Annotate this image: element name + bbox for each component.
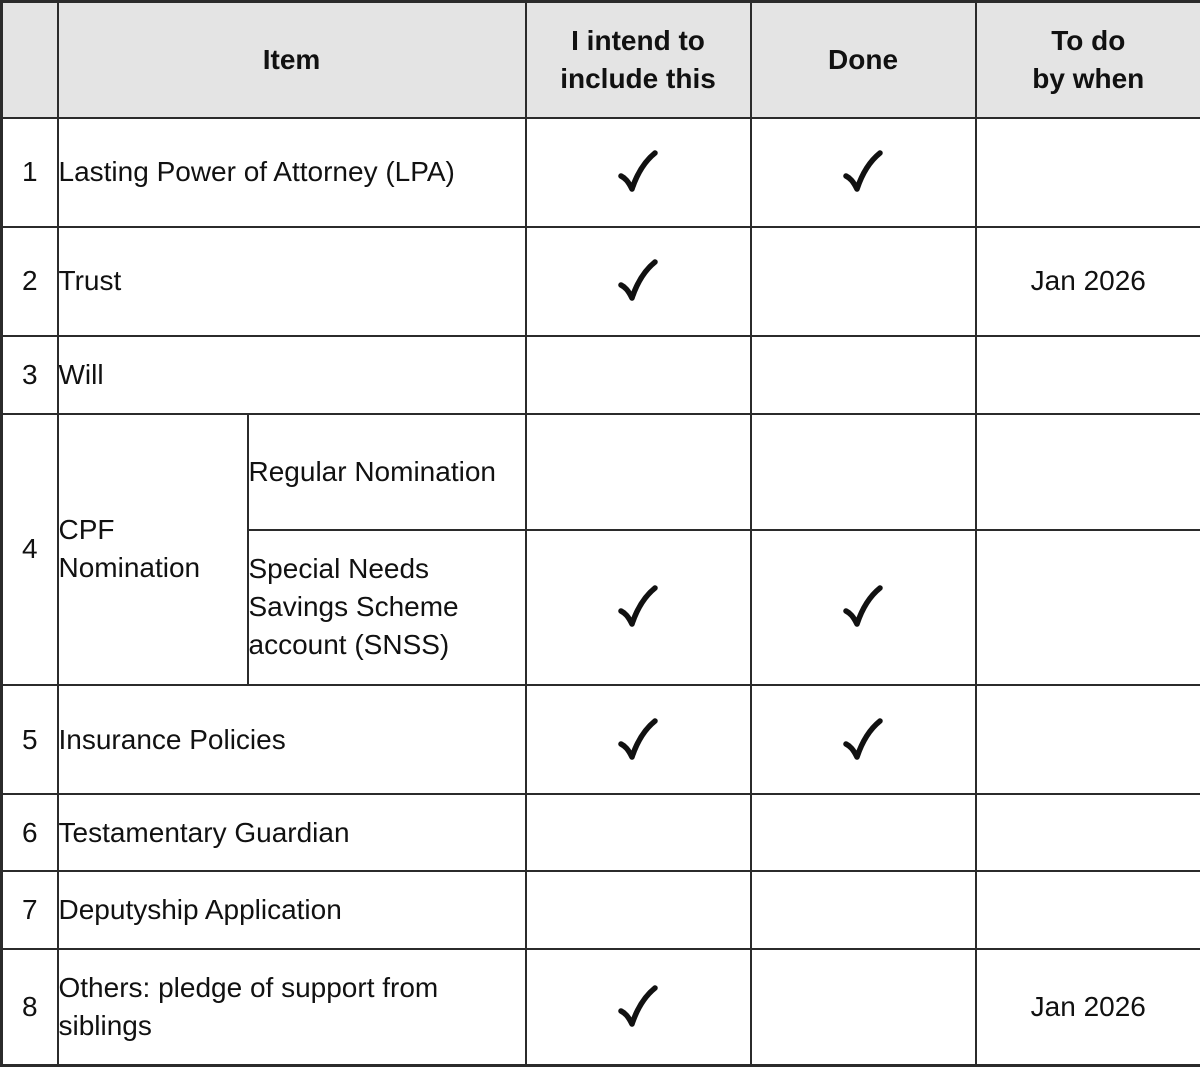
header-todo-line2: by when	[1032, 62, 1145, 94]
table-row	[2, 227, 1200, 336]
checkmark-icon	[618, 718, 658, 762]
done-cell	[751, 685, 976, 794]
done-cell	[751, 336, 976, 414]
done-cell	[751, 118, 976, 227]
row-item: Others: pledge of support from siblings	[58, 949, 526, 1065]
checkmark-icon	[843, 585, 883, 629]
done-cell	[751, 794, 976, 871]
done-cell	[751, 871, 976, 949]
row-item: Insurance Policies	[58, 685, 526, 794]
done-cell	[751, 414, 976, 530]
row-number: 1	[2, 118, 58, 227]
done-cell	[751, 530, 976, 685]
intend-cell	[526, 227, 751, 336]
header-number	[2, 2, 58, 118]
intend-cell	[526, 794, 751, 871]
header-done: Done	[751, 2, 976, 118]
done-cell	[751, 949, 976, 1065]
row-item: Deputyship Application	[58, 871, 526, 949]
row-item: Trust	[58, 227, 526, 336]
table-row	[2, 414, 1200, 530]
row-item: CPF Nomination	[58, 414, 248, 685]
by-when-cell: Jan 2026	[976, 227, 1200, 336]
table-row	[2, 685, 1200, 794]
header-row	[2, 2, 1200, 118]
by-when-cell	[976, 414, 1200, 530]
row-subitem: Regular Nomination	[248, 414, 526, 530]
row-number: 7	[2, 871, 58, 949]
checkmark-icon	[843, 150, 883, 194]
by-when-cell	[976, 336, 1200, 414]
header-item: Item	[58, 2, 526, 118]
row-number: 3	[2, 336, 58, 414]
row-number: 8	[2, 949, 58, 1065]
row-subitem: Special Needs Savings Scheme account (SNSS)	[248, 530, 526, 685]
by-when-cell	[976, 685, 1200, 794]
table-row	[2, 118, 1200, 227]
table-row	[2, 336, 1200, 414]
done-cell	[751, 227, 976, 336]
header-intend-line1: I intend to	[571, 24, 705, 56]
intend-cell	[526, 949, 751, 1065]
table-row	[2, 794, 1200, 871]
row-number: 5	[2, 685, 58, 794]
row-item: Testamentary Guardian	[58, 794, 526, 871]
by-when-cell	[976, 871, 1200, 949]
row-number: 4	[2, 414, 58, 685]
header-todo-line1: To do	[1051, 24, 1126, 56]
intend-cell	[526, 118, 751, 227]
intend-cell	[526, 414, 751, 530]
intend-cell	[526, 871, 751, 949]
header-todo	[976, 2, 1200, 118]
row-item: Lasting Power of Attorney (LPA)	[58, 118, 526, 227]
by-when-cell: Jan 2026	[976, 949, 1200, 1065]
row-number: 2	[2, 227, 58, 336]
by-when-cell	[976, 118, 1200, 227]
by-when-cell	[976, 794, 1200, 871]
intend-cell	[526, 530, 751, 685]
checkmark-icon	[618, 985, 658, 1029]
table-row	[2, 949, 1200, 1065]
checkmark-icon	[618, 150, 658, 194]
header-intend	[526, 2, 751, 118]
by-when-cell	[976, 530, 1200, 685]
header-intend-line2: include this	[560, 62, 716, 94]
checkmark-icon	[618, 259, 658, 303]
checkmark-icon	[843, 718, 883, 762]
intend-cell	[526, 685, 751, 794]
row-item: Will	[58, 336, 526, 414]
intend-cell	[526, 336, 751, 414]
table-row	[2, 871, 1200, 949]
checkmark-icon	[618, 585, 658, 629]
row-number: 6	[2, 794, 58, 871]
